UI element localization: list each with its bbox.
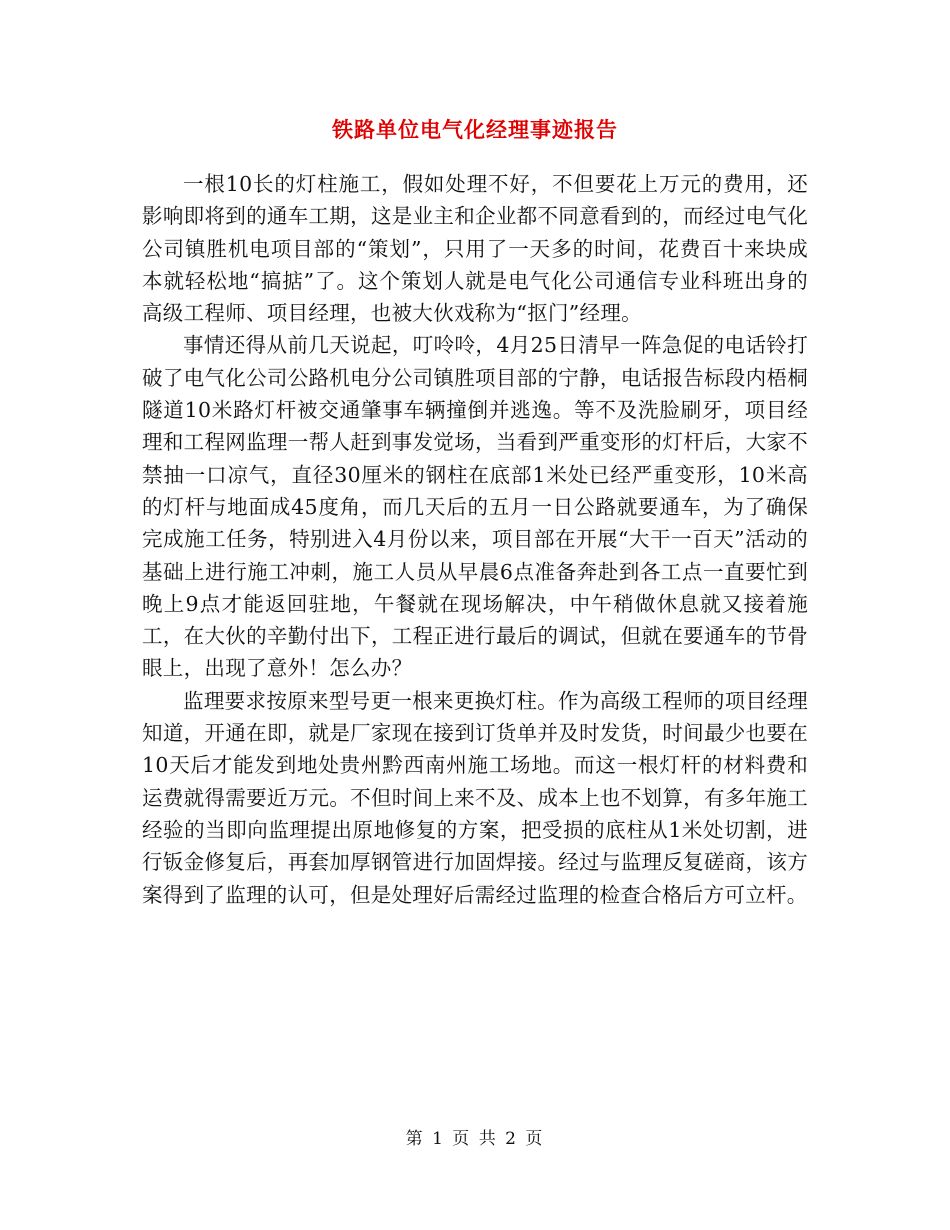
document-title: 铁路单位电气化经理事迹报告 bbox=[332, 117, 618, 142]
paragraph-2: 事情还得从前几天说起，叮呤呤，4月25日清早一阵急促的电话铃打破了电气化公司公路机电分公司镇胜项目部的宁静，电话报告标段内梧桐隧道10米路灯杆被交通肇事车辆撞倒并逃逸。等不及洗脸刷牙，项目经理和工程网监理一帮人赶到事发觉场，当看到严重变形的灯杆后，大家不禁抽一口凉气，直径30厘米的钢柱在底部1米处已经严重变形，10米高的灯杆与地面成45度角，而几天后的五月一日公路就要通车，为了确保完成施工任务，特别进入4月份以来，项目部在开展“大干一百天”活动的基础上进行施工冲刺，施工人员从早晨6点准备奔赴到各工点一直要忙到晚上9点才能返回驻地，午餐就在现场解决，中午稍做休息就又接着施工，在大伙的辛勤付出下，工程正进行最后的调试，但就在要通车的节骨眼上，出现了意外！怎么办？ bbox=[142, 333, 808, 681]
paragraph-1: 一根10长的灯柱施工，假如处理不好，不但要花上万元的费用，还影响即将到的通车工期，这是业主和企业都不同意看到的，而经过电气化公司镇胜机电项目部的“策划”，只用了一天多的时间，花费百十来块成本就轻松地“搞掂”了。这个策划人就是电气化公司通信专业科班出身的高级工程师、项目经理，也被大伙戏称为“抠门”经理。 bbox=[142, 172, 808, 326]
page-number-footer: 第 1 页 共 2 页 bbox=[405, 1129, 545, 1149]
paragraph-3: 监理要求按原来型号更一根来更换灯柱。作为高级工程师的项目经理知道，开通在即，就是厂家现在接到订货单并及时发货，时间最少也要在10天后才能发到地处贵州黔西南州施工场地。而这一根灯杆的材料费和运费就得需要近万元。不但时间上来不及、成本上也不划算，有多年施工经验的当即向监理提出原地修复的方案，把受损的底柱从1米处切割，进行钣金修复后，再套加厚钢管进行加固焊接。经过与监理反复磋商，该方案得到了监理的认可，但是处理好后需经过监理的检查合格后方可立杆。 bbox=[142, 688, 808, 907]
document-body bbox=[142, 168, 808, 911]
